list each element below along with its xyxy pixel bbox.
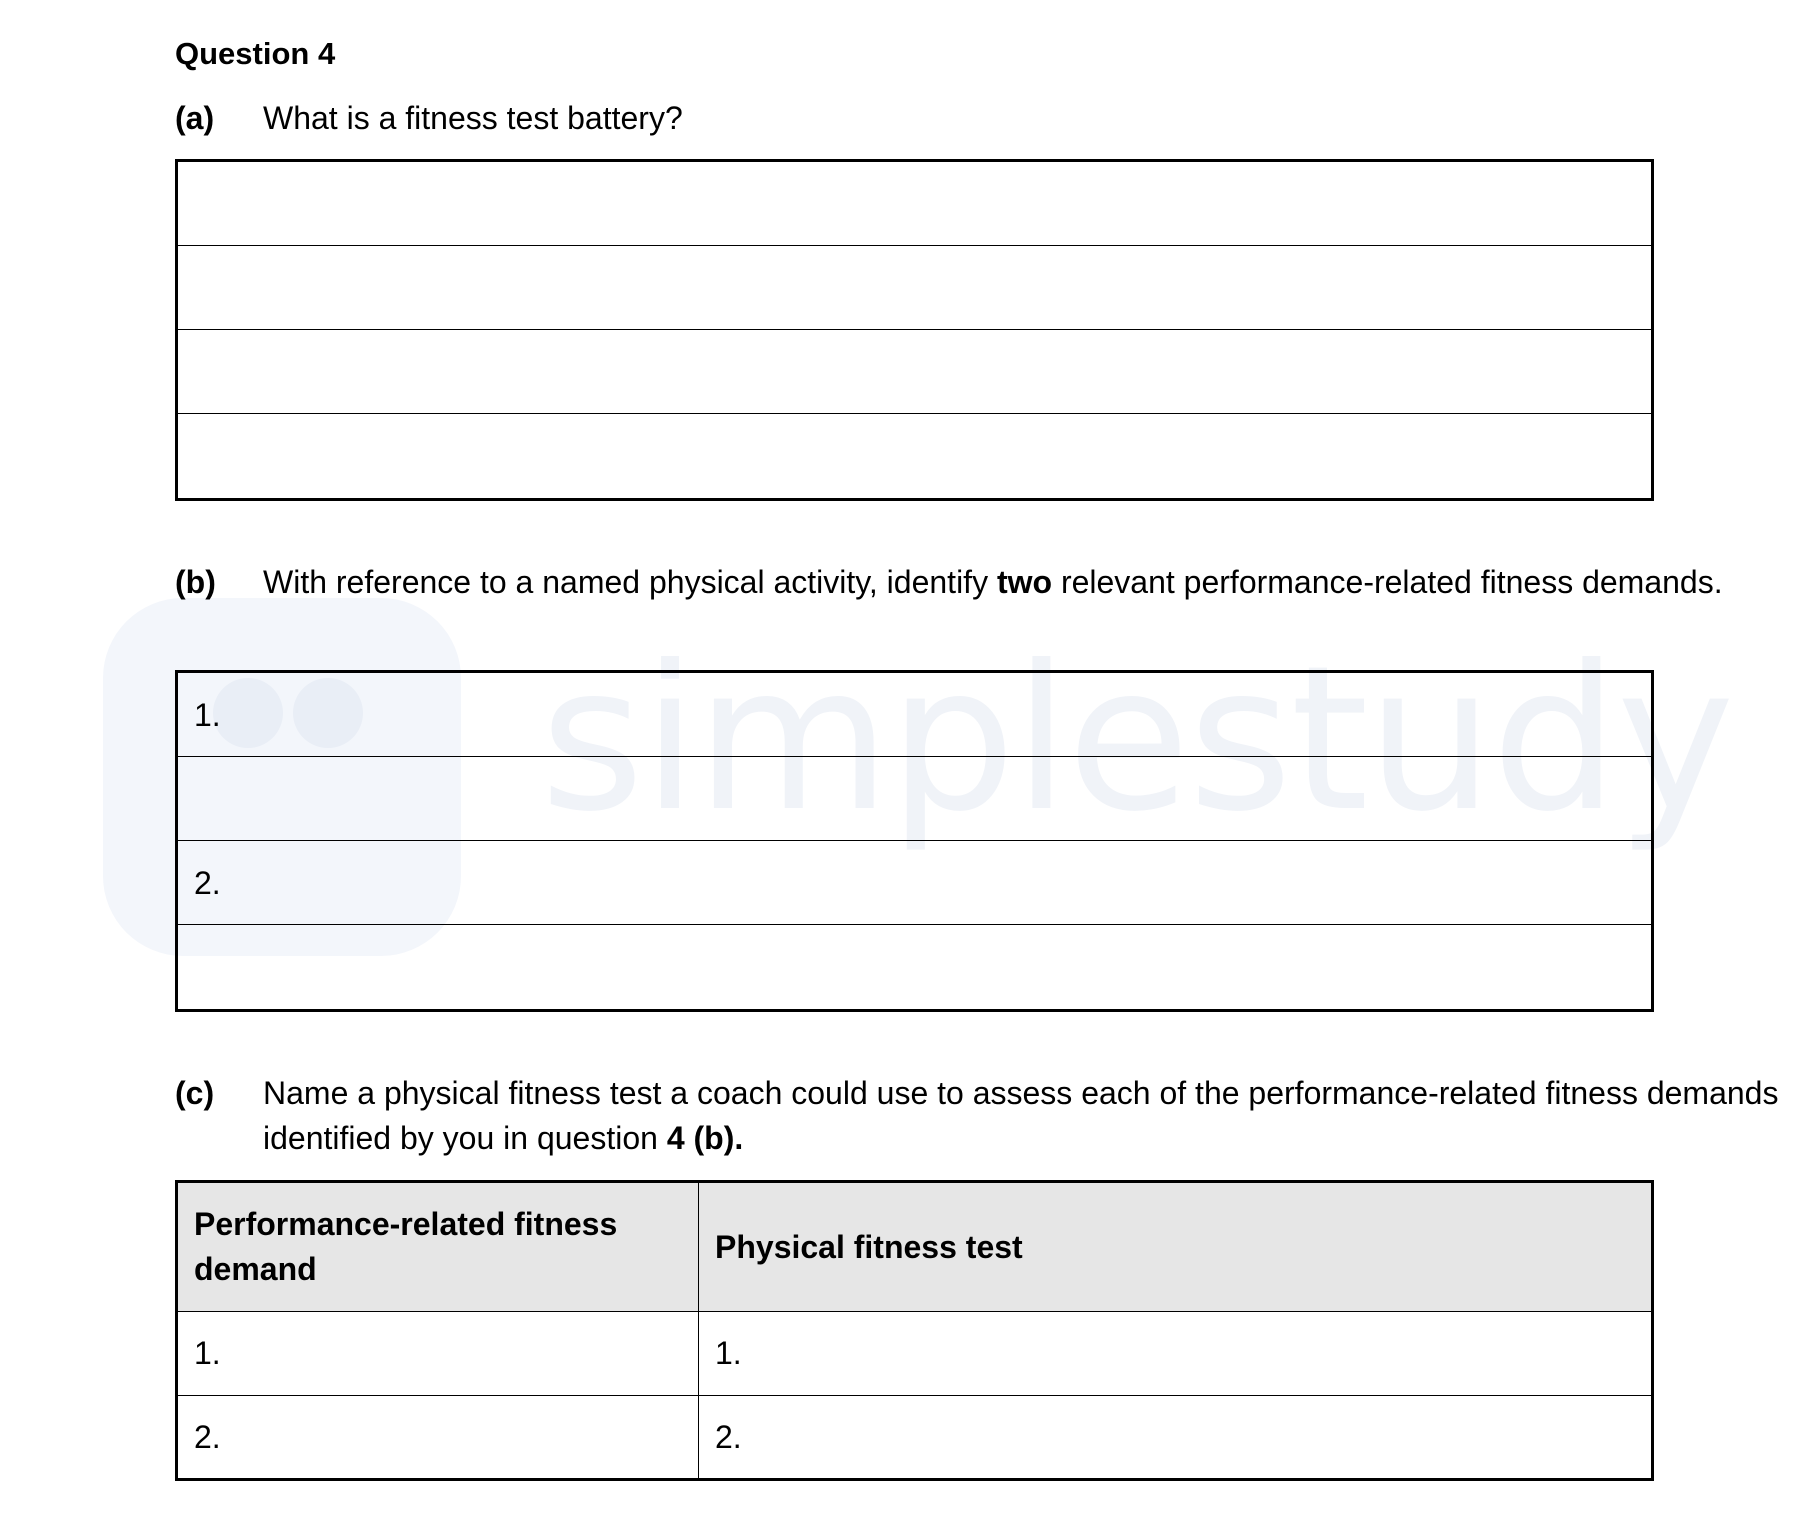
part-b-answer-box[interactable] <box>175 670 1654 1012</box>
question-title: Question 4 <box>175 36 336 71</box>
part-c-table <box>175 1180 1654 1481</box>
test-cell[interactable]: 1. <box>699 1312 1653 1396</box>
part-a-answer-box[interactable] <box>175 159 1654 501</box>
part-a-text: What is a fitness test battery? <box>263 100 683 136</box>
answer-line[interactable] <box>178 757 1651 841</box>
table-row <box>177 1396 1653 1480</box>
table-header-row <box>177 1182 1653 1312</box>
demand-cell[interactable]: 2. <box>177 1396 699 1480</box>
test-cell[interactable]: 2. <box>699 1396 1653 1480</box>
table-row <box>177 1312 1653 1396</box>
part-a-letter: (a) <box>175 100 215 136</box>
answer-line[interactable] <box>178 841 1651 925</box>
answer-line[interactable] <box>178 330 1651 414</box>
part-b-text-bold: two <box>996 564 1053 600</box>
answer-line[interactable] <box>178 246 1651 330</box>
answer-line-number: 1. <box>194 697 221 733</box>
part-b-text-after: relevant performance-related fitness demands. <box>1052 564 1723 600</box>
header-demand: Performance-related fitness demand <box>177 1182 699 1312</box>
answer-line[interactable] <box>178 162 1651 246</box>
part-c-letter: (c) <box>175 1075 215 1111</box>
answer-line[interactable] <box>178 925 1651 1009</box>
part-b-text-before: With reference to a named physical activity, identify <box>263 564 997 600</box>
part-c-text-bold: 4 (b). <box>666 1120 744 1156</box>
part-b-text <box>263 560 1803 605</box>
part-c-text-before: Name a physical fitness test a coach could use to assess each of the performance-related fitness demands identified by you in question <box>263 1075 1779 1156</box>
watermark-text: simplestudy <box>540 623 1733 856</box>
part-c-text <box>263 1071 1803 1161</box>
answer-line[interactable] <box>178 414 1651 498</box>
answer-line-number: 2. <box>194 865 221 901</box>
answer-line[interactable] <box>178 673 1651 757</box>
part-b-letter: (b) <box>175 564 216 600</box>
demand-cell[interactable]: 1. <box>177 1312 699 1396</box>
header-test: Physical fitness test <box>699 1182 1653 1312</box>
